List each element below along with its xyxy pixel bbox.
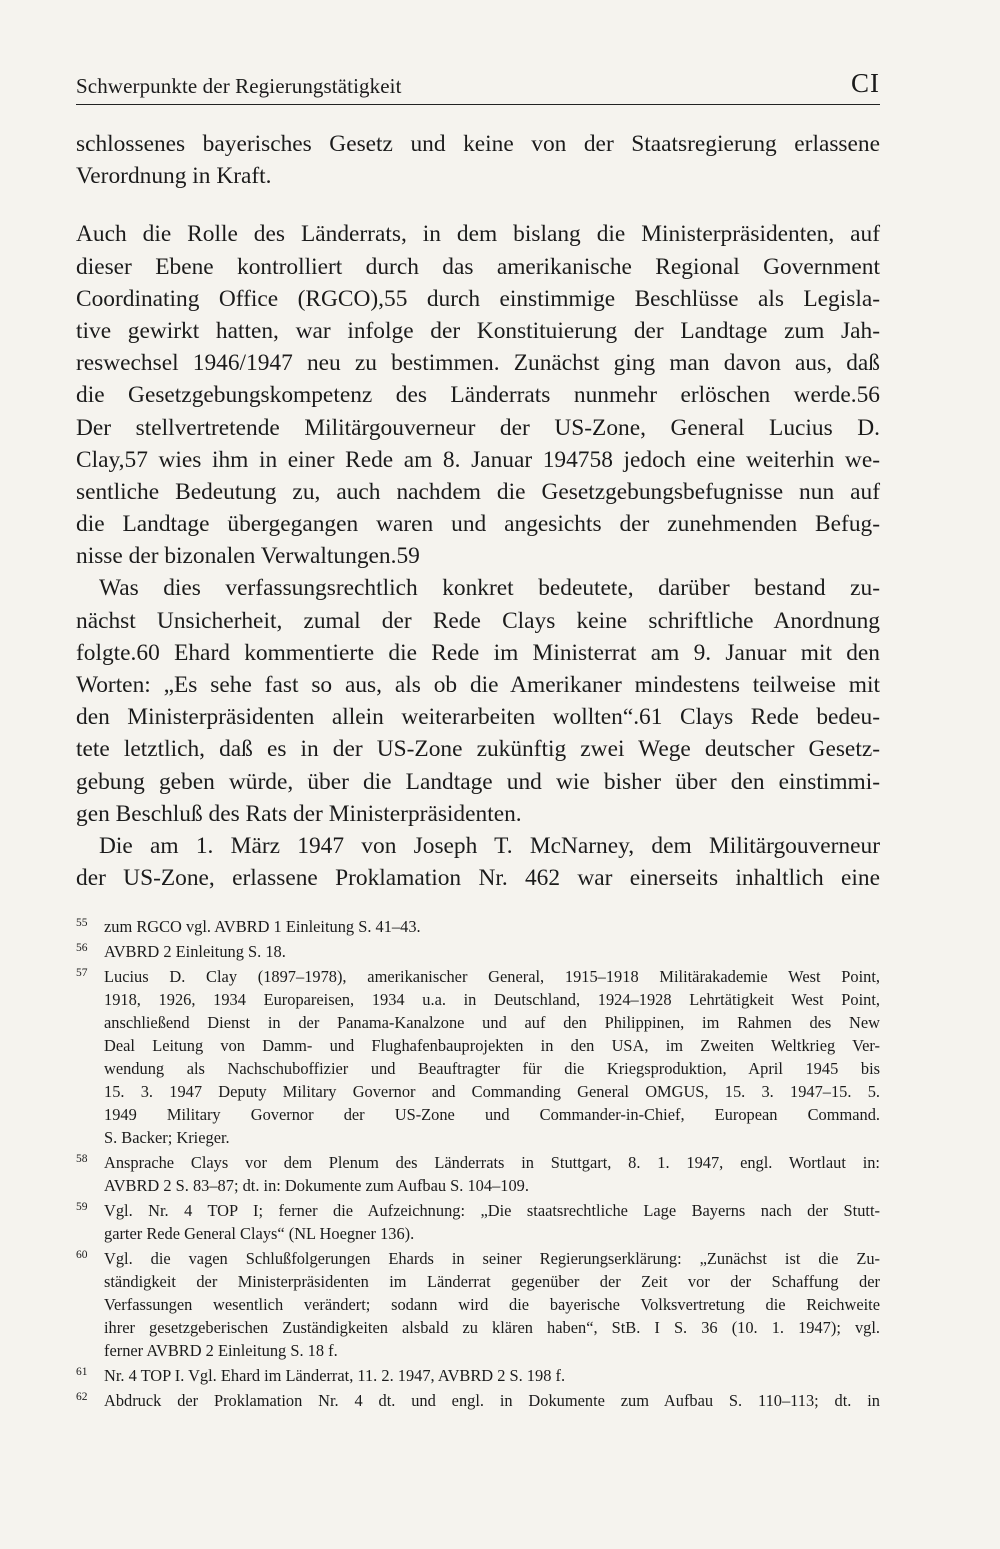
footnote-line: zum RGCO vgl. AVBRD 1 Einleitung S. 41–43. — [104, 917, 421, 936]
text-line: Coordinating Office (RGCO),55 durch einstimmige Beschlüsse als Legisla- — [76, 285, 880, 312]
text-line: gebung geben würde, über die Landtage und wie bisher über den einstimmi- — [76, 768, 880, 795]
footnote-line: Deal Leitung von Damm- und Flughafenbauprojekten in den USA, im Zweiten Weltkrieg Ver- — [104, 1036, 880, 1055]
text-line: schlossenes bayerisches Gesetz und keine von der Staatsregierung erlassene — [76, 131, 880, 157]
text-line: Worten: „Es sehe fast so aus, als ob die Amerikaner mindestens teilweise mit — [76, 672, 880, 698]
text-line: reswechsel 1946/1947 neu zu bestimmen. Zunächst ging man davon aus, daß — [76, 350, 880, 377]
footnote-line: Verfassungen wesentlich verändert; sodann wird die bayerische Volksvertretung die Reichweite — [104, 1295, 880, 1314]
footnote-line: Nr. 4 TOP I. Vgl. Ehard im Länderrat, 11. 2. 1947, AVBRD 2 S. 198 f. — [104, 1366, 566, 1385]
footnote-line: AVBRD 2 Einleitung S. 18. — [104, 942, 286, 961]
footnote-line: S. Backer; Krieger. — [104, 1128, 230, 1147]
footnote-number: 58 — [76, 1153, 88, 1165]
footnote-line: ständigkeit der Ministerpräsidenten im Länderrat gegenüber der Zeit vor der Schaffung der — [104, 1272, 880, 1291]
text-line: folgte.60 Ehard kommentierte die Rede im Ministerrat am 9. Januar mit den — [76, 639, 880, 666]
page-number: CI — [851, 68, 880, 98]
footnote-line: garter Rede General Clays“ (NL Hoegner 136). — [104, 1224, 415, 1243]
footnote-number: 56 — [76, 942, 88, 954]
footnote-number: 60 — [76, 1249, 88, 1261]
footnotes — [76, 915, 880, 1414]
footnote-line: 15. 3. 1947 Deputy Military Governor and Commanding General OMGUS, 15. 3. 1947–15. 5. — [104, 1082, 880, 1101]
text-line: der US-Zone, erlassene Proklamation Nr. 462 war einerseits inhaltlich eine — [76, 865, 880, 892]
text-line: dieser Ebene kontrolliert durch das amerikanische Regional Government — [76, 253, 880, 280]
footnote — [76, 915, 880, 938]
text-line: sentliche Bedeutung zu, auch nachdem die Gesetzgebungsbefugnisse nun auf — [76, 478, 880, 505]
footnote — [76, 940, 880, 963]
footnote — [76, 1389, 880, 1412]
footnote-line: AVBRD 2 S. 83–87; dt. in: Dokumente zum Aufbau S. 104–109. — [104, 1176, 529, 1195]
page-header — [76, 62, 880, 105]
footnote — [76, 1199, 880, 1245]
text-line: die Gesetzgebungskompetenz des Länderrats nunmehr erlöschen werde.56 — [76, 382, 880, 409]
text-line: nisse der bizonalen Verwaltungen.59 — [76, 543, 420, 570]
footnote — [76, 965, 880, 1149]
text-line: tive gewirkt hatten, war infolge der Konstituierung der Landtage zum Jah- — [76, 317, 880, 344]
text-line: nächst Unsicherheit, zumal der Rede Clays keine schriftliche Anordnung — [76, 607, 880, 634]
text-line: den Ministerpräsidenten allein weiterarbeiten wollten“.61 Clays Rede bedeu- — [76, 704, 880, 731]
text-line: die Landtage übergegangen waren und angesichts der zunehmenden Befug- — [76, 511, 880, 538]
footnote — [76, 1247, 880, 1362]
text-line: Clay,57 wies ihm in einer Rede am 8. Januar 194758 jedoch eine weiterhin we- — [76, 446, 880, 473]
text-line: Der stellvertretende Militärgouverneur der US-Zone, General Lucius D. — [76, 414, 880, 441]
text-line: Die am 1. März 1947 von Joseph T. McNarney, dem Militärgouverneur — [99, 832, 880, 859]
footnote-line: ferner AVBRD 2 Einleitung S. 18 f. — [104, 1341, 338, 1360]
main-text — [76, 128, 880, 894]
footnote-line: wendung als Nachschuboffizier und Beauftragter für die Kriegsproduktion, April 1945 bis — [104, 1059, 880, 1078]
footnote-number: 57 — [76, 967, 88, 979]
footnote-line: anschließend Dienst in der Panama-Kanalzone und auf den Philippinen, im Rahmen des New — [104, 1013, 880, 1032]
footnote-number: 55 — [76, 917, 88, 929]
footnote — [76, 1151, 880, 1197]
footnote-line: Abdruck der Proklamation Nr. 4 dt. und engl. in Dokumente zum Aufbau S. 110–113; dt. in — [104, 1391, 880, 1410]
footnote-number: 61 — [76, 1366, 88, 1378]
text-line: tete letztlich, daß es in der US-Zone zukünftig zwei Wege deutscher Gesetz- — [76, 736, 880, 763]
footnote-line: 1918, 1926, 1934 Europareisen, 1934 u.a. in Deutschland, 1924–1928 Lehrtätigkeit West Point, — [104, 990, 880, 1009]
text-line: gen Beschluß des Rats der Ministerpräsidenten. — [76, 800, 522, 827]
footnote-line: Vgl. Nr. 4 TOP I; ferner die Aufzeichnung: „Die staatsrechtliche Lage Bayerns nach der Stutt- — [104, 1201, 880, 1220]
text-line: Verordnung in Kraft. — [76, 163, 272, 190]
text-line: Auch die Rolle des Länderrats, in dem bislang die Ministerpräsidenten, auf — [76, 221, 880, 248]
footnote-line: Vgl. die vagen Schlußfolgerungen Ehards in seiner Regierungserklärung: „Zunächst ist die Zu- — [104, 1249, 880, 1268]
footnote-number: 62 — [76, 1391, 88, 1403]
footnote — [76, 1364, 880, 1387]
text-line: Was dies verfassungsrechtlich konkret bedeutete, darüber bestand zu- — [99, 575, 880, 602]
footnote-line: 1949 Military Governor der US-Zone und Commander-in-Chief, European Command. — [104, 1105, 880, 1124]
running-title: Schwerpunkte der Regierungstätigkeit — [76, 74, 402, 98]
footnote-number: 59 — [76, 1201, 88, 1213]
footnote-line: Ansprache Clays vor dem Plenum des Länderrats in Stuttgart, 8. 1. 1947, engl. Wortlaut in: — [104, 1153, 880, 1172]
footnote-line: Lucius D. Clay (1897–1978), amerikanischer General, 1915–1918 Militärakademie West Point, — [104, 967, 880, 986]
footnote-line: ihrer gesetzgeberischen Zuständigkeiten alsbald zu klären haben“, StB. I S. 36 (10. 1. 1947); vgl. — [104, 1318, 880, 1337]
